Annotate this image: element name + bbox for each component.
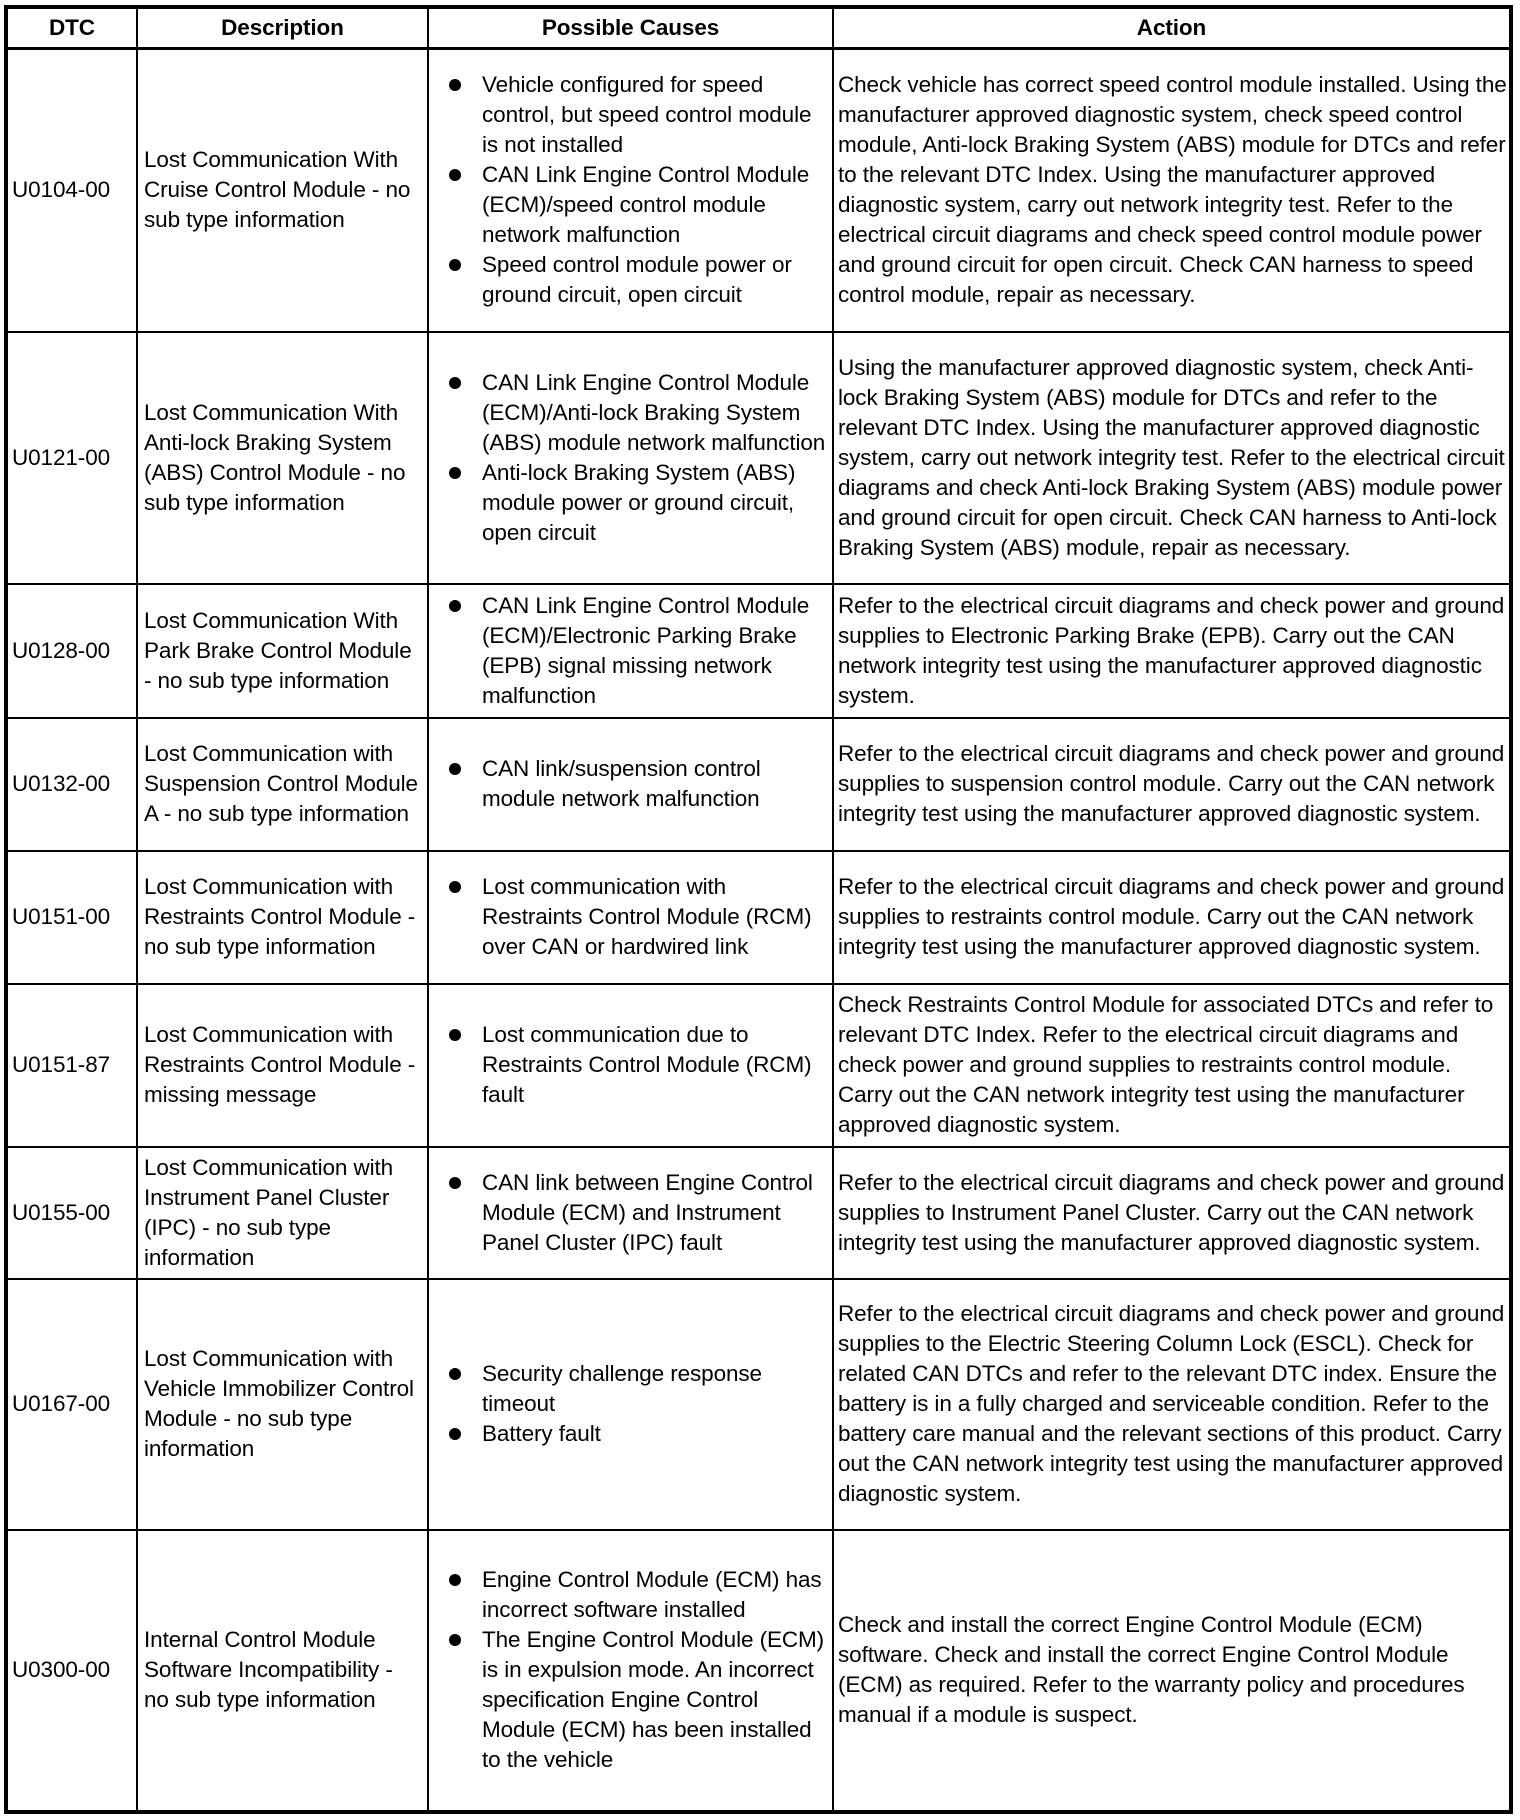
description-cell: Lost Communication with Restraints Control Module - missing message (137, 984, 428, 1147)
cause-item (449, 872, 830, 962)
possible-causes-cell (428, 1279, 833, 1530)
bullet-icon (449, 169, 461, 181)
cause-item (449, 1625, 830, 1775)
bullet-icon (449, 467, 461, 479)
table-row-u0128-00 (6, 584, 1511, 718)
header-action: Action (833, 7, 1511, 49)
description-cell: Lost Communication with Restraints Control Module - no sub type information (137, 851, 428, 984)
table-row-u0121-00 (6, 332, 1511, 584)
description-cell: Lost Communication with Instrument Panel Cluster (IPC) - no sub type information (137, 1147, 428, 1279)
causes-list (449, 70, 830, 310)
cause-item (449, 1419, 830, 1449)
possible-causes-cell (428, 1530, 833, 1812)
cause-text: Security challenge response timeout (482, 1361, 762, 1416)
description-cell: Lost Communication with Suspension Control Module A - no sub type information (137, 718, 428, 851)
possible-causes-cell (428, 584, 833, 718)
cause-text: CAN Link Engine Control Module (ECM)/Electronic Parking Brake (EPB) signal missing network malfunction (482, 592, 810, 708)
dtc-code-cell: U0155-00 (6, 1147, 137, 1279)
possible-causes-cell (428, 332, 833, 584)
bullet-icon (449, 79, 461, 91)
table-body (6, 49, 1511, 1812)
dtc-code-cell: U0132-00 (6, 718, 137, 851)
description-cell: Lost Communication With Park Brake Control Module - no sub type information (137, 584, 428, 718)
cause-item (449, 1020, 830, 1110)
causes-list (449, 1020, 830, 1110)
table-row-u0155-00 (6, 1147, 1511, 1279)
dtc-table (4, 5, 1513, 1814)
header-description: Description (137, 7, 428, 49)
bullet-icon (449, 1634, 461, 1646)
bullet-icon (449, 600, 461, 612)
cause-text: Anti-lock Braking System (ABS) module power or ground circuit, open circuit (482, 459, 796, 545)
bullet-icon (449, 377, 461, 389)
dtc-code-cell: U0167-00 (6, 1279, 137, 1530)
action-cell: Refer to the electrical circuit diagrams and check power and ground supplies to the Electric Steering Column Lock (ESCL). Check for related CAN DTCs and refer to the relevant DTC index. Ensure the battery is in a fully charged and serviceable condition. Refer to the battery care manual and the relevant sections of this product. Carry out the CAN network integrity test using the manufacturer approved diagnostic system. (833, 1279, 1511, 1530)
possible-causes-cell (428, 984, 833, 1147)
description-cell: Lost Communication with Vehicle Immobilizer Control Module - no sub type information (137, 1279, 428, 1530)
cause-text: Vehicle configured for speed control, but speed control module is not installed (482, 72, 812, 158)
description-cell: Internal Control Module Software Incompatibility - no sub type information (137, 1530, 428, 1812)
dtc-code-cell: U0121-00 (6, 332, 137, 584)
action-cell: Check and install the correct Engine Control Module (ECM) software. Check and install the correct Engine Control Module (ECM) as required. Refer to the warranty policy and procedures manual if a module is suspect. (833, 1530, 1511, 1812)
possible-causes-cell (428, 718, 833, 851)
cause-item (449, 591, 830, 711)
table-row-u0104-00 (6, 49, 1511, 332)
description-cell: Lost Communication With Cruise Control Module - no sub type information (137, 49, 428, 332)
cause-text: Battery fault (482, 1421, 601, 1446)
action-cell: Check vehicle has correct speed control module installed. Using the manufacturer approved diagnostic system, check speed control module, Anti-lock Braking System (ABS) module for DTCs and refer to the relevant DTC Index. Using the manufacturer approved diagnostic system, carry out network integrity test. Refer to the electrical circuit diagrams and check speed control module power and ground circuit for open circuit. Check CAN harness to speed control module, repair as necessary. (833, 49, 1511, 332)
action-cell: Refer to the electrical circuit diagrams and check power and ground supplies to restraints control module. Carry out the CAN network integrity test using the manufacturer approved diagnostic system. (833, 851, 1511, 984)
causes-list (449, 368, 830, 548)
causes-list (449, 754, 830, 814)
causes-list (449, 1168, 830, 1258)
dtc-code-cell: U0300-00 (6, 1530, 137, 1812)
cause-text: CAN Link Engine Control Module (ECM)/Anti-lock Braking System (ABS) module network malfunction (482, 369, 826, 455)
bullet-icon (449, 881, 461, 893)
table-row-u0167-00 (6, 1279, 1511, 1530)
bullet-icon (449, 1574, 461, 1586)
possible-causes-cell (428, 851, 833, 984)
cause-text: CAN link between Engine Control Module (ECM) and Instrument Panel Cluster (IPC) fault (482, 1169, 813, 1255)
cause-item (449, 458, 830, 548)
cause-item (449, 1168, 830, 1258)
cause-text: Lost communication with Restraints Control Module (RCM) over CAN or hardwired link (482, 874, 812, 959)
cause-item (449, 70, 830, 160)
causes-list (449, 1565, 830, 1775)
causes-list (449, 1359, 830, 1449)
action-cell: Check Restraints Control Module for associated DTCs and refer to relevant DTC Index. Refer to the electrical circuit diagrams and check power and ground supplies to restraints control module. Carry out the CAN network integrity test using the manufacturer approved diagnostic system. (833, 984, 1511, 1147)
action-cell: Using the manufacturer approved diagnostic system, check Anti-lock Braking System (ABS) module for DTCs and refer to the relevant DTC Index. Using the manufacturer approved diagnostic system, carry out network integrity test. Refer to the electrical circuit diagrams and check Anti-lock Braking System (ABS) module power and ground circuit for open circuit. Check CAN harness to Anti-lock Braking System (ABS) module, repair as necessary. (833, 332, 1511, 584)
cause-item (449, 1565, 830, 1625)
causes-list (449, 591, 830, 711)
table-row-u0151-00 (6, 851, 1511, 984)
cause-item (449, 250, 830, 310)
description-cell: Lost Communication With Anti-lock Braking System (ABS) Control Module - no sub type information (137, 332, 428, 584)
cause-text: Lost communication due to Restraints Control Module (RCM) fault (482, 1022, 812, 1107)
cause-text: CAN Link Engine Control Module (ECM)/speed control module network malfunction (482, 162, 810, 248)
dtc-code-cell: U0128-00 (6, 584, 137, 718)
cause-item (449, 1359, 830, 1419)
possible-causes-cell (428, 49, 833, 332)
action-cell: Refer to the electrical circuit diagrams and check power and ground supplies to Instrument Panel Cluster. Carry out the CAN network integrity test using the manufacturer approved diagnostic system. (833, 1147, 1511, 1279)
cause-item (449, 754, 830, 814)
action-cell: Refer to the electrical circuit diagrams and check power and ground supplies to Electronic Parking Brake (EPB). Carry out the CAN network integrity test using the manufacturer approved diagnostic system. (833, 584, 1511, 718)
bullet-icon (449, 763, 461, 775)
dtc-code-cell: U0151-00 (6, 851, 137, 984)
cause-text: CAN link/suspension control module network malfunction (482, 756, 761, 811)
table-row-u0151-87 (6, 984, 1511, 1147)
header-row (6, 7, 1511, 49)
bullet-icon (449, 259, 461, 271)
cause-item (449, 160, 830, 250)
causes-list (449, 872, 830, 962)
cause-text: Engine Control Module (ECM) has incorrect software installed (482, 1567, 822, 1622)
action-cell: Refer to the electrical circuit diagrams and check power and ground supplies to suspension control module. Carry out the CAN network integrity test using the manufacturer approved diagnostic system. (833, 718, 1511, 851)
bullet-icon (449, 1029, 461, 1041)
table-row-u0300-00 (6, 1530, 1511, 1812)
bullet-icon (449, 1177, 461, 1189)
table-row-u0132-00 (6, 718, 1511, 851)
dtc-code-cell: U0151-87 (6, 984, 137, 1147)
dtc-code-cell: U0104-00 (6, 49, 137, 332)
header-dtc: DTC (6, 7, 137, 49)
bullet-icon (449, 1368, 461, 1380)
header-possible-causes: Possible Causes (428, 7, 833, 49)
cause-text: Speed control module power or ground circuit, open circuit (482, 252, 792, 308)
bullet-icon (449, 1428, 461, 1440)
cause-text: The Engine Control Module (ECM) is in expulsion mode. An incorrect specification Engine Control Module (ECM) has been installed to the vehicle (482, 1627, 825, 1772)
possible-causes-cell (428, 1147, 833, 1279)
cause-item (449, 368, 830, 458)
